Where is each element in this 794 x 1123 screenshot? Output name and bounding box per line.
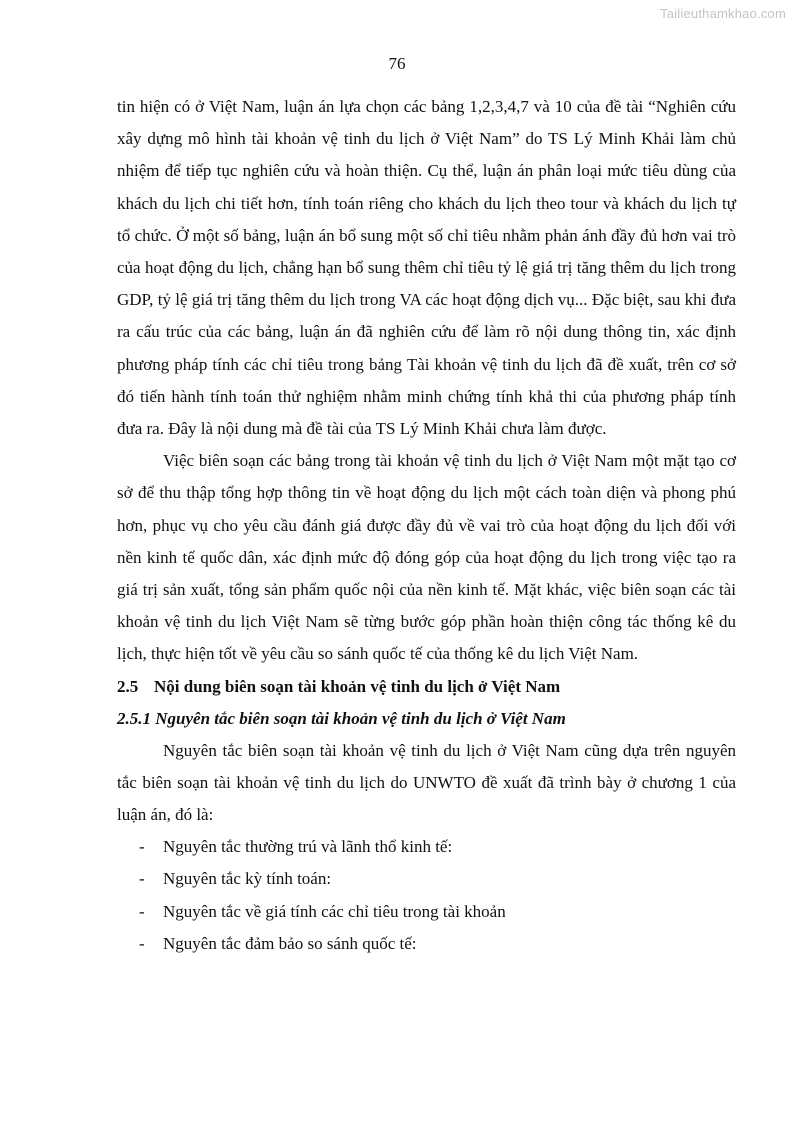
list-item bbox=[117, 896, 736, 928]
list-dash: - bbox=[139, 933, 145, 953]
list-item-text: Nguyên tắc kỳ tính toán: bbox=[163, 869, 332, 889]
list-item-text: Nguyên tắc đảm bảo so sánh quốc tế: bbox=[163, 933, 417, 953]
list-item bbox=[117, 928, 736, 960]
body-paragraph: tin hiện có ở Việt Nam, luận án lựa chọn các bảng 1,2,3,4,7 và 10 của đề tài “Nghiên cứu xây dựng mô hình tài khoản vệ tinh du lịch ở Việt Nam” do TS Lý Minh Khải làm chủ nhiệm để tiếp tục nghiên cứu và hoàn thiện. Cụ thể, luận án phân loại mức tiêu dùng của khách du lịch chi tiết hơn, tính toán riêng cho khách du lịch theo tour và khách du lịch tự tổ chức. Ở một số bảng, luận án bổ sung một số chỉ tiêu nhằm phản ánh đầy đủ hơn vai trò của hoạt động du lịch, chẳng hạn bổ sung thêm chỉ tiêu tỷ lệ giá trị tăng thêm du lịch trong GDP, tỷ lệ giá trị tăng thêm du lịch trong VA các hoạt động dịch vụ... Đặc biệt, sau khi đưa ra cấu trúc của các bảng, luận án đã nghiên cứu để làm rõ nội dung thông tin, xác định phương pháp tính các chỉ tiêu trong bảng Tài khoản vệ tinh du lịch đã đề xuất, trên cơ sở đó tiến hành tính toán thử nghiệm nhằm minh chứng tính khả thi của phương pháp tính đưa ra. Đây là nội dung mà đề tài của TS Lý Minh Khải chưa làm được. bbox=[117, 97, 736, 439]
watermark: Tailieuthamkhao.com bbox=[660, 6, 786, 21]
page-number: 76 bbox=[388, 54, 406, 73]
list-dash: - bbox=[139, 869, 145, 889]
subsection-heading bbox=[117, 703, 736, 735]
section-title: Nội dung biên soạn tài khoản vệ tinh du lịch ở Việt Nam bbox=[154, 676, 561, 696]
list-item-text: Nguyên tắc về giá tính các chỉ tiêu trong tài khoản bbox=[163, 901, 506, 921]
body-paragraph: Việc biên soạn các bảng trong tài khoản vệ tinh du lịch ở Việt Nam một mặt tạo cơ sở để thu thập tổng hợp thông tin về hoạt động du lịch một cách toàn diện và phong phú hơn, phục vụ cho yêu cầu đánh giá được đầy đủ về vai trò của hoạt động du lịch đối với nền kinh tế quốc dân, xác định mức độ đóng góp của hoạt động du lịch trong việc tạo ra giá trị sản xuất, tổng sản phẩm quốc nội của nền kinh tế. Mặt khác, việc biên soạn các tài khoản vệ tinh du lịch Việt Nam sẽ từng bước góp phần hoàn thiện công tác thống kê du lịch, thực hiện tốt về yêu cầu so sánh quốc tế của thống kê du lịch Việt Nam. bbox=[117, 451, 736, 664]
list-item-text: Nguyên tắc thường trú và lãnh thổ kinh tế: bbox=[163, 837, 453, 857]
list-dash: - bbox=[139, 901, 145, 921]
list-item bbox=[117, 863, 736, 895]
subsection-number: 2.5.1 bbox=[117, 708, 151, 728]
section-number: 2.5 bbox=[117, 676, 139, 696]
document-body bbox=[117, 91, 736, 960]
principles-list bbox=[117, 831, 736, 960]
body-paragraph: Nguyên tắc biên soạn tài khoản vệ tinh du lịch ở Việt Nam cũng dựa trên nguyên tắc biên soạn tài khoản vệ tinh du lịch do UNWTO đề xuất đã trình bày ở chương 1 của luận án, đó là: bbox=[117, 740, 736, 825]
list-dash: - bbox=[139, 837, 145, 857]
section-heading bbox=[117, 671, 736, 703]
list-item bbox=[117, 831, 736, 863]
subsection-title: Nguyên tắc biên soạn tài khoản vệ tinh du lịch ở Việt Nam bbox=[155, 708, 566, 728]
